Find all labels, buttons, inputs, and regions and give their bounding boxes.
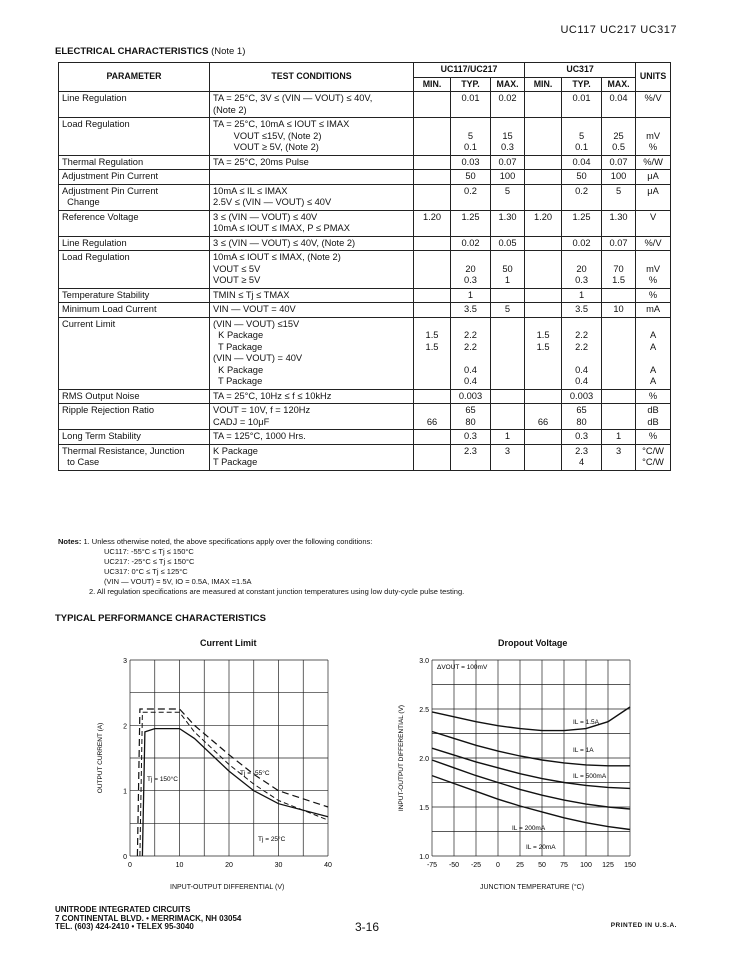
ec-title: ELECTRICAL CHARACTERISTICS	[55, 46, 209, 57]
y-tick-label: 0	[123, 854, 127, 861]
cell-param: Ripple Rejection Ratio	[59, 404, 210, 430]
note-2: 2. All regulation specifications are measured at constant junction temperatures using low duty-cycle pulse testing.	[89, 587, 465, 596]
cell-units: %	[636, 389, 671, 404]
note-cond-1: UC117: -55°C ≤ Tj ≤ 150°C	[104, 547, 194, 556]
table-row	[59, 389, 671, 404]
cell-cond: TA = 25°C, 3V ≤ (VIN — VOUT) ≤ 40V, (Note 2)	[210, 92, 414, 118]
note-cond-3: UC317: 0°C ≤ Tj ≤ 125°C	[104, 567, 188, 576]
cell-typ2: 65 80	[562, 404, 602, 430]
table-row	[59, 317, 671, 389]
cell-max2: 70 1.5	[602, 251, 636, 289]
cell-typ1: 0.01	[451, 92, 491, 118]
cell-min1	[414, 118, 451, 156]
col-typ: TYP.	[562, 77, 602, 92]
cell-typ2: 2.3 4	[562, 444, 602, 470]
table-row	[59, 210, 671, 236]
note-cond-4: (VIN — VOUT) = 5V, IO = 0.5A, IMAX =1.5A	[104, 577, 252, 586]
y-tick-label: 2	[123, 723, 127, 731]
note-1: 1. Unless otherwise noted, the above specifications apply over the following conditions:	[83, 537, 373, 546]
cell-typ2: 1	[562, 288, 602, 303]
cell-max1: 0.02	[491, 92, 525, 118]
cell-cond: TA = 125°C, 1000 Hrs.	[210, 430, 414, 445]
col-min: MIN.	[414, 77, 451, 92]
cell-cond: 10mA ≤ IL ≤ IMAX 2.5V ≤ (VIN — VOUT) ≤ 40V	[210, 184, 414, 210]
cell-param: Long Term Stability	[59, 430, 210, 445]
cell-param: RMS Output Noise	[59, 389, 210, 404]
y-tick-label: 1.0	[419, 854, 429, 861]
cell-max1: 1	[491, 430, 525, 445]
table-row	[59, 251, 671, 289]
cell-units: %/V	[636, 92, 671, 118]
cell-min1	[414, 236, 451, 251]
cell-units: V	[636, 210, 671, 236]
electrical-characteristics-table	[58, 62, 671, 471]
cell-cond: 3 ≤ (VIN — VOUT) ≤ 40V 10mA ≤ IOUT ≤ IMAX, P ≤ PMAX	[210, 210, 414, 236]
cell-max2: 3	[602, 444, 636, 470]
cell-typ2: 3.5	[562, 303, 602, 318]
cell-units: mV %	[636, 118, 671, 156]
cell-max1: 3	[491, 444, 525, 470]
cell-min2	[525, 155, 562, 170]
x-tick-label: 25	[516, 862, 524, 869]
cell-min1	[414, 389, 451, 404]
cell-typ1: 0.03	[451, 155, 491, 170]
cell-max2: 1	[602, 430, 636, 445]
cell-max2: 0.07	[602, 155, 636, 170]
y-axis-label: INPUT-OUTPUT DIFFERENTIAL (V)	[398, 704, 405, 812]
cell-param: Line Regulation	[59, 92, 210, 118]
y-tick-label: 1	[123, 788, 127, 796]
current-limit-chart	[90, 652, 350, 872]
cell-min1: 66	[414, 404, 451, 430]
cell-min2	[525, 303, 562, 318]
series-line	[140, 712, 328, 856]
footer-phone: TEL. (603) 424-2410 • TELEX 95-3040	[55, 922, 194, 931]
cell-min2: 1.5 1.5	[525, 317, 562, 389]
y-tick-label: 2.5	[419, 707, 429, 714]
chart1-title: Current Limit	[200, 638, 257, 648]
cell-cond: VIN — VOUT = 40V	[210, 303, 414, 318]
cell-typ1: 1.25	[451, 210, 491, 236]
cell-param: Adjustment Pin Current	[59, 170, 210, 185]
footer-address	[55, 906, 241, 932]
cell-max1	[491, 317, 525, 389]
x-tick-label: -25	[470, 862, 482, 869]
cell-units: A A A A	[636, 317, 671, 389]
cell-param: Load Regulation	[59, 118, 210, 156]
footer-company: UNITRODE INTEGRATED CIRCUITS	[55, 905, 191, 914]
cell-typ2: 1.25	[562, 210, 602, 236]
cell-max1	[491, 288, 525, 303]
note-cond-2: UC217: -25°C ≤ Tj ≤ 150°C	[104, 557, 195, 566]
cell-cond: 3 ≤ (VIN — VOUT) ≤ 40V, (Note 2)	[210, 236, 414, 251]
cell-units: mA	[636, 303, 671, 318]
cell-units: %/W	[636, 155, 671, 170]
chart1-xlabel: INPUT-OUTPUT DIFFERENTIAL (V)	[170, 884, 285, 891]
annotation-label: IL = 1.5A	[573, 719, 599, 726]
col-group-uc117: UC117/UC217	[414, 63, 525, 78]
cell-min1	[414, 430, 451, 445]
cell-max1: 5	[491, 184, 525, 210]
cell-cond: K Package T Package	[210, 444, 414, 470]
table-row	[59, 155, 671, 170]
cell-param: Line Regulation	[59, 236, 210, 251]
cell-typ2: 20 0.3	[562, 251, 602, 289]
cell-min2	[525, 236, 562, 251]
annotation-label: ΔVOUT = 100mV	[437, 664, 488, 671]
ec-section-title	[55, 46, 245, 57]
y-axis-label: OUTPUT CURRENT (A)	[97, 722, 104, 794]
cell-max2	[602, 404, 636, 430]
cell-typ1: 2.2 2.2 0.4 0.4	[451, 317, 491, 389]
cell-min1: 1.5 1.5	[414, 317, 451, 389]
ec-table-body	[59, 92, 671, 471]
cell-min1	[414, 92, 451, 118]
x-tick-label: -75	[426, 862, 438, 869]
cell-typ1: 0.02	[451, 236, 491, 251]
x-tick-label: 10	[175, 862, 184, 869]
cell-typ2: 0.02	[562, 236, 602, 251]
cell-min2: 1.20	[525, 210, 562, 236]
col-group-uc317: UC317	[525, 63, 636, 78]
series-line	[432, 776, 630, 830]
cell-min1	[414, 155, 451, 170]
cell-typ2: 0.3	[562, 430, 602, 445]
cell-max1: 1.30	[491, 210, 525, 236]
cell-min1	[414, 251, 451, 289]
cell-units: %	[636, 430, 671, 445]
cell-cond: TA = 25°C, 10mA ≤ IOUT ≤ IMAX VOUT ≤15V, (Note 2) VOUT ≥ 5V, (Note 2)	[210, 118, 414, 156]
cell-min2: 66	[525, 404, 562, 430]
table-row	[59, 118, 671, 156]
col-max: MAX.	[602, 77, 636, 92]
annotation-label: Tj = 150°C	[147, 776, 178, 783]
table-row	[59, 92, 671, 118]
cell-min2	[525, 184, 562, 210]
cell-max1: 100	[491, 170, 525, 185]
cell-param: Load Regulation	[59, 251, 210, 289]
page-number: 3-16	[355, 920, 380, 934]
cell-max1: 0.07	[491, 155, 525, 170]
y-tick-label: 1.5	[419, 805, 429, 812]
x-tick-label: 75	[560, 862, 568, 869]
table-row	[59, 236, 671, 251]
table-row	[59, 184, 671, 210]
cell-units: μA	[636, 184, 671, 210]
cell-typ1: 0.3	[451, 430, 491, 445]
cell-max2	[602, 317, 636, 389]
series-line	[432, 732, 630, 766]
x-tick-label: 40	[324, 862, 332, 869]
chart2-xlabel: JUNCTION TEMPERATURE (°C)	[480, 884, 585, 891]
cell-units: mV %	[636, 251, 671, 289]
cell-param: Reference Voltage	[59, 210, 210, 236]
col-typ: TYP.	[451, 77, 491, 92]
x-tick-label: 30	[274, 862, 283, 869]
annotation-label: Tj = -55°C	[240, 770, 270, 777]
cell-min1	[414, 288, 451, 303]
series-line	[432, 760, 630, 809]
cell-typ2: 50	[562, 170, 602, 185]
cell-typ1: 5 0.1	[451, 118, 491, 156]
annotation-label: IL = 200mA	[512, 825, 546, 832]
cell-min1: 1.20	[414, 210, 451, 236]
cell-max2: 25 0.5	[602, 118, 636, 156]
table-row	[59, 430, 671, 445]
cell-cond: VOUT = 10V, f = 120Hz CADJ = 10μF	[210, 404, 414, 430]
cell-min2	[525, 251, 562, 289]
cell-min2	[525, 170, 562, 185]
cell-units: dB dB	[636, 404, 671, 430]
cell-max2	[602, 389, 636, 404]
notes-label: Notes:	[58, 537, 82, 546]
annotation-label: IL = 20mA	[526, 844, 556, 851]
cell-cond: TA = 25°C, 20ms Pulse	[210, 155, 414, 170]
cell-cond: (VIN — VOUT) ≤15V K Package T Package (VIN — VOUT) = 40V K Package T Package	[210, 317, 414, 389]
annotation-label: Tj = 25°C	[258, 836, 286, 843]
annotation-label: IL = 1A	[573, 747, 594, 754]
cell-max1: 5	[491, 303, 525, 318]
cell-typ2: 5 0.1	[562, 118, 602, 156]
cell-max2: 100	[602, 170, 636, 185]
table-row	[59, 288, 671, 303]
tpc-title: TYPICAL PERFORMANCE CHARACTERISTICS	[55, 613, 266, 624]
cell-typ2: 2.2 2.2 0.4 0.4	[562, 317, 602, 389]
cell-typ1: 65 80	[451, 404, 491, 430]
cell-max1: 15 0.3	[491, 118, 525, 156]
y-tick-label: 2.0	[419, 756, 429, 763]
cell-min2	[525, 430, 562, 445]
cell-units: %/V	[636, 236, 671, 251]
cell-max2: 5	[602, 184, 636, 210]
cell-typ1: 50	[451, 170, 491, 185]
x-tick-label: 125	[602, 862, 614, 869]
cell-max1: 0.05	[491, 236, 525, 251]
cell-param: Temperature Stability	[59, 288, 210, 303]
cell-typ2: 0.04	[562, 155, 602, 170]
y-tick-label: 3	[123, 658, 127, 665]
part-numbers-header: UC117 UC217 UC317	[560, 24, 677, 36]
cell-typ2: 0.2	[562, 184, 602, 210]
cell-param: Current Limit	[59, 317, 210, 389]
cell-typ1: 0.2	[451, 184, 491, 210]
cell-param: Minimum Load Current	[59, 303, 210, 318]
col-units: UNITS	[636, 63, 671, 92]
cell-max2: 0.04	[602, 92, 636, 118]
cell-min1	[414, 184, 451, 210]
cell-max1	[491, 389, 525, 404]
cell-units: °C/W °C/W	[636, 444, 671, 470]
x-tick-label: 50	[538, 862, 546, 869]
chart2-title: Dropout Voltage	[498, 638, 568, 648]
cell-min2	[525, 118, 562, 156]
cell-min2	[525, 288, 562, 303]
cell-min1	[414, 303, 451, 318]
series-line	[142, 729, 328, 856]
col-conditions: TEST CONDITIONS	[210, 63, 414, 92]
cell-min2	[525, 92, 562, 118]
cell-min1	[414, 170, 451, 185]
cell-min2	[525, 389, 562, 404]
x-tick-label: 100	[580, 862, 592, 869]
cell-cond	[210, 170, 414, 185]
footer-street: 7 CONTINENTAL BLVD. • MERRIMACK, NH 03054	[55, 913, 242, 923]
x-tick-label: 150	[624, 862, 636, 869]
printed-in: PRINTED IN U.S.A.	[610, 922, 677, 929]
cell-typ2: 0.003	[562, 389, 602, 404]
x-tick-label: 20	[225, 862, 233, 869]
cell-units: %	[636, 288, 671, 303]
cell-typ1: 1	[451, 288, 491, 303]
col-parameter: PARAMETER	[59, 63, 210, 92]
cell-typ1: 20 0.3	[451, 251, 491, 289]
annotation-label: IL = 500mA	[573, 773, 607, 780]
cell-typ1: 3.5	[451, 303, 491, 318]
cell-max1	[491, 404, 525, 430]
table-row	[59, 404, 671, 430]
cell-typ1: 2.3	[451, 444, 491, 470]
cell-cond: 10mA ≤ IOUT ≤ IMAX, (Note 2) VOUT ≤ 5V VOUT ≥ 5V	[210, 251, 414, 289]
cell-min1	[414, 444, 451, 470]
x-tick-label: -50	[448, 862, 460, 869]
ec-note: (Note 1)	[211, 46, 246, 57]
table-row	[59, 303, 671, 318]
cell-max2: 0.07	[602, 236, 636, 251]
cell-max2	[602, 288, 636, 303]
cell-param: Adjustment Pin Current Change	[59, 184, 210, 210]
cell-max2: 10	[602, 303, 636, 318]
cell-min2	[525, 444, 562, 470]
table-row	[59, 444, 671, 470]
cell-typ1: 0.003	[451, 389, 491, 404]
table-row	[59, 170, 671, 185]
x-tick-label: 0	[128, 862, 132, 869]
x-tick-label: 0	[496, 862, 500, 869]
col-max: MAX.	[491, 77, 525, 92]
cell-units: μA	[636, 170, 671, 185]
dropout-voltage-chart	[395, 652, 655, 872]
y-tick-label: 3.0	[419, 658, 429, 665]
notes	[58, 537, 464, 597]
cell-cond: TMIN ≤ Tj ≤ TMAX	[210, 288, 414, 303]
cell-max2: 1.30	[602, 210, 636, 236]
cell-max1: 50 1	[491, 251, 525, 289]
cell-param: Thermal Resistance, Junction to Case	[59, 444, 210, 470]
cell-cond: TA = 25°C, 10Hz ≤ f ≤ 10kHz	[210, 389, 414, 404]
col-min: MIN.	[525, 77, 562, 92]
series-line	[432, 707, 630, 731]
cell-param: Thermal Regulation	[59, 155, 210, 170]
cell-typ2: 0.01	[562, 92, 602, 118]
